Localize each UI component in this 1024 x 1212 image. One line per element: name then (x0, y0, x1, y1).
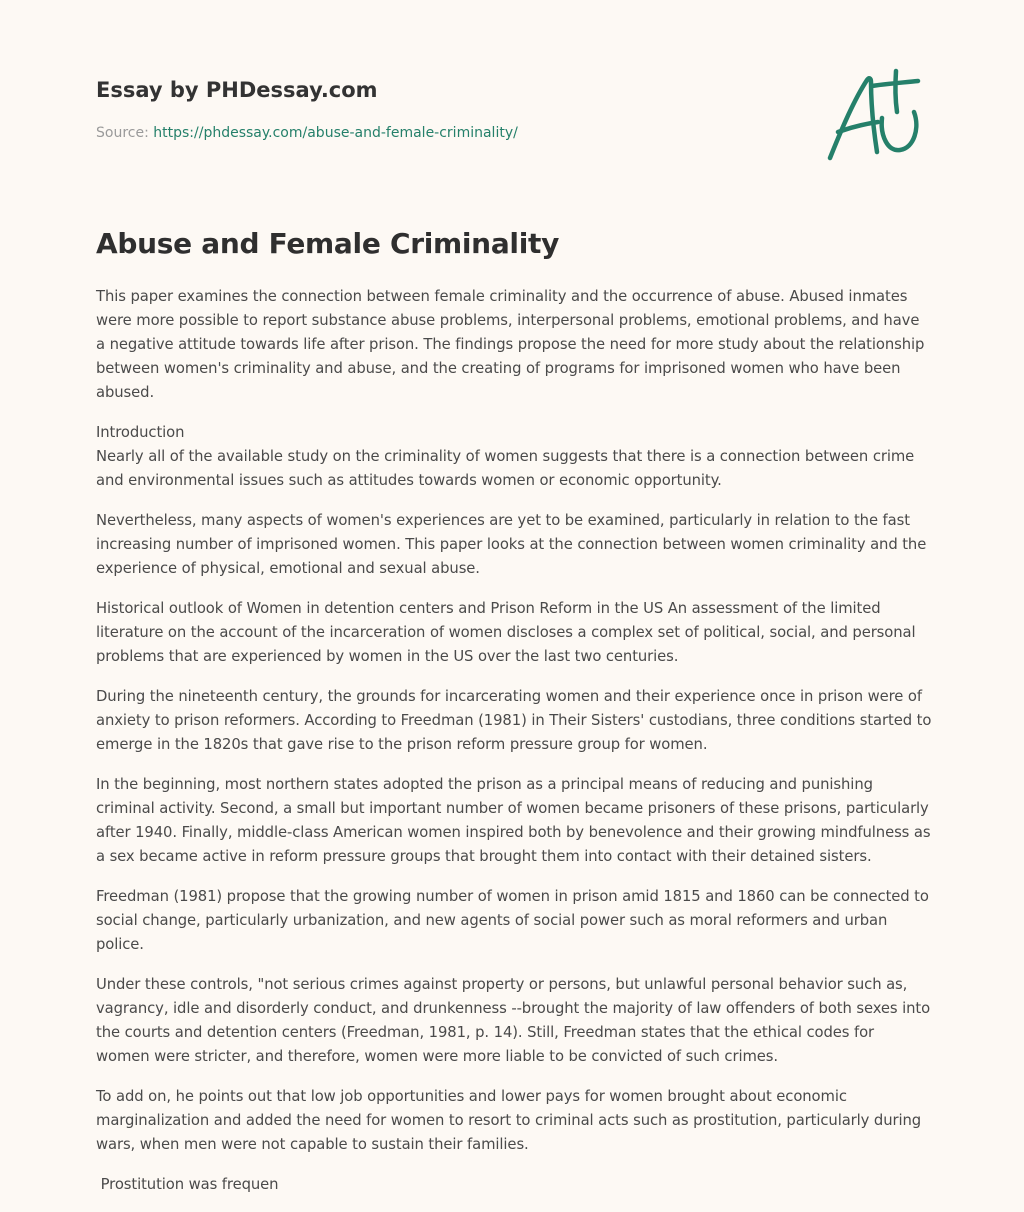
source-line (96, 124, 518, 142)
essay-paragraph: Under these controls, "not serious crimes against property or persons, but unlawful personal behavior such as, vagrancy, idle and disorderly conduct, and drunkenness --brought the majority of law offenders of both sexes into the courts and detention centers (Freedman, 1981, p. 14). Still, Freedman states that the ethical codes for women were stricter, and therefore, women were more liable to be convicted of such crimes. (96, 976, 931, 1065)
a-plus-logo-icon (818, 66, 928, 166)
essay-paragraph: Nearly all of the available study on the criminality of women suggests that there is a connection between crime and environmental issues such as attitudes towards women or economic opportunity. (96, 448, 915, 489)
site-title: Essay by PHDessay.com (96, 78, 378, 102)
essay-body (96, 285, 932, 1197)
essay-paragraph: To add on, he points out that low job opportunities and lower pays for women brought about economic marginalization and added the need for women to resort to criminal acts such as prostitution, particularly during wars, when men were not capable to sustain their families. (96, 1088, 922, 1153)
source-link[interactable]: https://phdessay.com/abuse-and-female-criminality/ (153, 125, 518, 141)
essay-paragraph-truncated: Prostitution was frequen (96, 1176, 279, 1193)
essay-paragraph: In the beginning, most northern states adopted the prison as a principal means of reducing and punishing criminal activity. Second, a small but important number of women became prisoners of these prisons, particularly after 1940. Finally, middle-class American women inspired both by benevolence and their growing mindfulness as a sex became active in reform pressure groups that brought them into contact with their detained sisters. (96, 776, 931, 865)
essay-paragraph: This paper examines the connection between female criminality and the occurrence of abuse. Abused inmates were more possible to report substance abuse problems, interpersonal problems, emotional problems, and have a negative attitude towards life after prison. The findings propose the need for more study about the relationship between women's criminality and abuse, and the creating of programs for imprisoned women who have been abused. (96, 288, 925, 401)
section-heading-introduction: Introduction (96, 424, 185, 441)
essay-title: Abuse and Female Criminality (96, 227, 560, 260)
source-label: Source: (96, 125, 149, 141)
essay-paragraph: During the nineteenth century, the grounds for incarcerating women and their experience once in prison were of anxiety to prison reformers. According to Freedman (1981) in Their Sisters' custodians, three conditions started to emerge in the 1820s that gave rise to the prison reform pressure group for women. (96, 688, 932, 753)
essay-paragraph: Freedman (1981) propose that the growing number of women in prison amid 1815 and 1860 can be connected to social change, particularly urbanization, and new agents of social power such as moral reformers and urban police. (96, 888, 929, 953)
essay-paragraph: Nevertheless, many aspects of women's experiences are yet to be examined, particularly in relation to the fast increasing number of imprisoned women. This paper looks at the connection between women criminality and the experience of physical, emotional and sexual abuse. (96, 512, 927, 577)
essay-paragraph: Historical outlook of Women in detention centers and Prison Reform in the US An assessment of the limited literature on the account of the incarceration of women discloses a complex set of political, social, and personal problems that are experienced by women in the US over the last two centuries. (96, 600, 916, 665)
